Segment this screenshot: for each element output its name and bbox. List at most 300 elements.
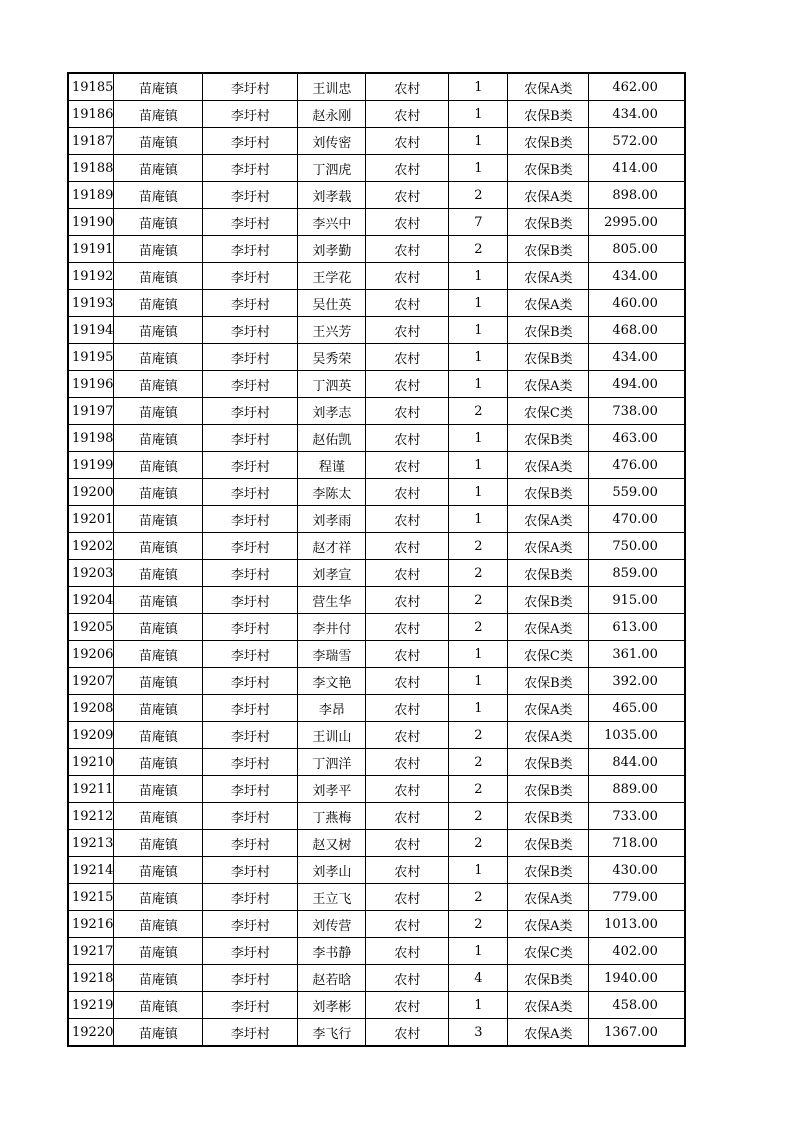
- amount-cell: 2995.00: [589, 209, 685, 236]
- name-cell: 刘孝山: [298, 857, 366, 884]
- area-type-cell: 农村: [366, 128, 449, 155]
- area-type-cell: 农村: [366, 857, 449, 884]
- village-cell: 李圩村: [203, 614, 298, 641]
- table-row: [68, 1019, 685, 1047]
- household-count-cell: 2: [449, 776, 508, 803]
- insurance-class-cell: 农保A类: [508, 182, 589, 209]
- name-cell: 王兴芳: [298, 317, 366, 344]
- amount-cell: 859.00: [589, 560, 685, 587]
- table-row: [68, 695, 685, 722]
- table-row: [68, 506, 685, 533]
- amount-cell: 462.00: [589, 73, 685, 101]
- household-count-cell: 1: [449, 857, 508, 884]
- table-row: [68, 776, 685, 803]
- town-cell: 苗庵镇: [114, 911, 203, 938]
- insurance-class-cell: 农保A类: [508, 992, 589, 1019]
- household-count-cell: 4: [449, 965, 508, 992]
- town-cell: 苗庵镇: [114, 452, 203, 479]
- town-cell: 苗庵镇: [114, 398, 203, 425]
- name-cell: 丁泗虎: [298, 155, 366, 182]
- town-cell: 苗庵镇: [114, 776, 203, 803]
- household-count-cell: 1: [449, 938, 508, 965]
- insurance-class-cell: 农保B类: [508, 425, 589, 452]
- household-count-cell: 1: [449, 425, 508, 452]
- household-count-cell: 1: [449, 452, 508, 479]
- amount-cell: 458.00: [589, 992, 685, 1019]
- village-cell: 李圩村: [203, 452, 298, 479]
- record-id-cell: 19186: [68, 101, 114, 128]
- record-id-cell: 19195: [68, 344, 114, 371]
- name-cell: 刘孝彬: [298, 992, 366, 1019]
- area-type-cell: 农村: [366, 884, 449, 911]
- household-count-cell: 2: [449, 722, 508, 749]
- village-cell: 李圩村: [203, 641, 298, 668]
- village-cell: 李圩村: [203, 209, 298, 236]
- table-row: [68, 101, 685, 128]
- table-row: [68, 73, 685, 101]
- table-row: [68, 938, 685, 965]
- area-type-cell: 农村: [366, 614, 449, 641]
- name-cell: 王立飞: [298, 884, 366, 911]
- village-cell: 李圩村: [203, 101, 298, 128]
- town-cell: 苗庵镇: [114, 317, 203, 344]
- amount-cell: 1940.00: [589, 965, 685, 992]
- household-count-cell: 2: [449, 749, 508, 776]
- household-count-cell: 1: [449, 263, 508, 290]
- record-id-cell: 19216: [68, 911, 114, 938]
- table-row: [68, 209, 685, 236]
- village-cell: 李圩村: [203, 263, 298, 290]
- area-type-cell: 农村: [366, 398, 449, 425]
- name-cell: 营生华: [298, 587, 366, 614]
- area-type-cell: 农村: [366, 938, 449, 965]
- name-cell: 李飞行: [298, 1019, 366, 1047]
- area-type-cell: 农村: [366, 722, 449, 749]
- table-row: [68, 992, 685, 1019]
- household-count-cell: 2: [449, 911, 508, 938]
- village-cell: 李圩村: [203, 290, 298, 317]
- town-cell: 苗庵镇: [114, 560, 203, 587]
- village-cell: 李圩村: [203, 776, 298, 803]
- name-cell: 王学花: [298, 263, 366, 290]
- record-id-cell: 19211: [68, 776, 114, 803]
- village-cell: 李圩村: [203, 1019, 298, 1047]
- amount-cell: 470.00: [589, 506, 685, 533]
- area-type-cell: 农村: [366, 668, 449, 695]
- record-id-cell: 19185: [68, 73, 114, 101]
- area-type-cell: 农村: [366, 236, 449, 263]
- household-count-cell: 1: [449, 344, 508, 371]
- household-count-cell: 1: [449, 506, 508, 533]
- household-count-cell: 2: [449, 560, 508, 587]
- town-cell: 苗庵镇: [114, 722, 203, 749]
- area-type-cell: 农村: [366, 830, 449, 857]
- household-count-cell: 7: [449, 209, 508, 236]
- insurance-class-cell: 农保C类: [508, 641, 589, 668]
- village-cell: 李圩村: [203, 830, 298, 857]
- household-count-cell: 1: [449, 128, 508, 155]
- household-count-cell: 1: [449, 317, 508, 344]
- household-count-cell: 1: [449, 479, 508, 506]
- town-cell: 苗庵镇: [114, 479, 203, 506]
- area-type-cell: 农村: [366, 695, 449, 722]
- household-count-cell: 1: [449, 668, 508, 695]
- name-cell: 王训山: [298, 722, 366, 749]
- name-cell: 丁泗洋: [298, 749, 366, 776]
- name-cell: 李井付: [298, 614, 366, 641]
- village-cell: 李圩村: [203, 398, 298, 425]
- village-cell: 李圩村: [203, 668, 298, 695]
- household-count-cell: 2: [449, 803, 508, 830]
- amount-cell: 733.00: [589, 803, 685, 830]
- name-cell: 李书静: [298, 938, 366, 965]
- household-count-cell: 1: [449, 371, 508, 398]
- area-type-cell: 农村: [366, 911, 449, 938]
- town-cell: 苗庵镇: [114, 992, 203, 1019]
- amount-cell: 915.00: [589, 587, 685, 614]
- village-cell: 李圩村: [203, 992, 298, 1019]
- table-row: [68, 884, 685, 911]
- town-cell: 苗庵镇: [114, 938, 203, 965]
- area-type-cell: 农村: [366, 506, 449, 533]
- village-cell: 李圩村: [203, 695, 298, 722]
- town-cell: 苗庵镇: [114, 884, 203, 911]
- name-cell: 李文艳: [298, 668, 366, 695]
- village-cell: 李圩村: [203, 803, 298, 830]
- name-cell: 刘孝宣: [298, 560, 366, 587]
- village-cell: 李圩村: [203, 182, 298, 209]
- amount-cell: 414.00: [589, 155, 685, 182]
- area-type-cell: 农村: [366, 263, 449, 290]
- record-id-cell: 19203: [68, 560, 114, 587]
- name-cell: 吴秀荣: [298, 344, 366, 371]
- amount-cell: 434.00: [589, 344, 685, 371]
- amount-cell: 718.00: [589, 830, 685, 857]
- household-count-cell: 2: [449, 398, 508, 425]
- town-cell: 苗庵镇: [114, 182, 203, 209]
- area-type-cell: 农村: [366, 317, 449, 344]
- village-cell: 李圩村: [203, 722, 298, 749]
- insurance-class-cell: 农保B类: [508, 668, 589, 695]
- name-cell: 李兴中: [298, 209, 366, 236]
- amount-cell: 1035.00: [589, 722, 685, 749]
- record-id-cell: 19210: [68, 749, 114, 776]
- record-id-cell: 19198: [68, 425, 114, 452]
- record-id-cell: 19187: [68, 128, 114, 155]
- town-cell: 苗庵镇: [114, 614, 203, 641]
- amount-cell: 463.00: [589, 425, 685, 452]
- name-cell: 赵才祥: [298, 533, 366, 560]
- record-id-cell: 19209: [68, 722, 114, 749]
- table-row: [68, 452, 685, 479]
- record-id-cell: 19206: [68, 641, 114, 668]
- table-row: [68, 371, 685, 398]
- record-id-cell: 19200: [68, 479, 114, 506]
- insurance-class-cell: 农保B类: [508, 965, 589, 992]
- record-id-cell: 19201: [68, 506, 114, 533]
- record-id-cell: 19217: [68, 938, 114, 965]
- name-cell: 李瑞雪: [298, 641, 366, 668]
- area-type-cell: 农村: [366, 452, 449, 479]
- village-cell: 李圩村: [203, 236, 298, 263]
- town-cell: 苗庵镇: [114, 128, 203, 155]
- record-id-cell: 19199: [68, 452, 114, 479]
- insurance-class-cell: 农保A类: [508, 452, 589, 479]
- area-type-cell: 农村: [366, 209, 449, 236]
- insurance-class-cell: 农保B类: [508, 344, 589, 371]
- area-type-cell: 农村: [366, 73, 449, 101]
- insurance-class-cell: 农保B类: [508, 749, 589, 776]
- record-id-cell: 19215: [68, 884, 114, 911]
- household-count-cell: 1: [449, 155, 508, 182]
- record-id-cell: 19196: [68, 371, 114, 398]
- insurance-class-cell: 农保C类: [508, 398, 589, 425]
- village-cell: 李圩村: [203, 749, 298, 776]
- table-row: [68, 182, 685, 209]
- record-id-cell: 19218: [68, 965, 114, 992]
- town-cell: 苗庵镇: [114, 73, 203, 101]
- name-cell: 赵若晗: [298, 965, 366, 992]
- table-row: [68, 128, 685, 155]
- record-id-cell: 19213: [68, 830, 114, 857]
- household-count-cell: 1: [449, 101, 508, 128]
- town-cell: 苗庵镇: [114, 587, 203, 614]
- name-cell: 刘孝勤: [298, 236, 366, 263]
- area-type-cell: 农村: [366, 641, 449, 668]
- amount-cell: 844.00: [589, 749, 685, 776]
- name-cell: 丁燕梅: [298, 803, 366, 830]
- record-id-cell: 19189: [68, 182, 114, 209]
- town-cell: 苗庵镇: [114, 695, 203, 722]
- insurance-class-cell: 农保A类: [508, 263, 589, 290]
- record-id-cell: 19212: [68, 803, 114, 830]
- town-cell: 苗庵镇: [114, 965, 203, 992]
- village-cell: 李圩村: [203, 371, 298, 398]
- amount-cell: 434.00: [589, 263, 685, 290]
- table-row: [68, 155, 685, 182]
- record-id-cell: 19191: [68, 236, 114, 263]
- insurance-class-cell: 农保B类: [508, 587, 589, 614]
- area-type-cell: 农村: [366, 344, 449, 371]
- town-cell: 苗庵镇: [114, 290, 203, 317]
- village-cell: 李圩村: [203, 425, 298, 452]
- village-cell: 李圩村: [203, 128, 298, 155]
- table-row: [68, 803, 685, 830]
- table-row: [68, 587, 685, 614]
- town-cell: 苗庵镇: [114, 533, 203, 560]
- insurance-class-cell: 农保B类: [508, 776, 589, 803]
- name-cell: 吴仕英: [298, 290, 366, 317]
- area-type-cell: 农村: [366, 749, 449, 776]
- area-type-cell: 农村: [366, 560, 449, 587]
- insurance-class-cell: 农保A类: [508, 1019, 589, 1047]
- town-cell: 苗庵镇: [114, 668, 203, 695]
- town-cell: 苗庵镇: [114, 506, 203, 533]
- insurance-class-cell: 农保B类: [508, 479, 589, 506]
- table-body: [68, 73, 685, 1046]
- household-count-cell: 3: [449, 1019, 508, 1047]
- area-type-cell: 农村: [366, 587, 449, 614]
- household-count-cell: 1: [449, 73, 508, 101]
- table-row: [68, 668, 685, 695]
- household-count-cell: 2: [449, 884, 508, 911]
- record-id-cell: 19205: [68, 614, 114, 641]
- table-row: [68, 857, 685, 884]
- table-row: [68, 614, 685, 641]
- record-id-cell: 19204: [68, 587, 114, 614]
- table-row: [68, 560, 685, 587]
- amount-cell: 1013.00: [589, 911, 685, 938]
- amount-cell: 750.00: [589, 533, 685, 560]
- insurance-class-cell: 农保A类: [508, 884, 589, 911]
- area-type-cell: 农村: [366, 992, 449, 1019]
- village-cell: 李圩村: [203, 73, 298, 101]
- household-count-cell: 1: [449, 290, 508, 317]
- amount-cell: 613.00: [589, 614, 685, 641]
- household-count-cell: 2: [449, 587, 508, 614]
- area-type-cell: 农村: [366, 155, 449, 182]
- amount-cell: 889.00: [589, 776, 685, 803]
- household-count-cell: 2: [449, 182, 508, 209]
- household-count-cell: 2: [449, 236, 508, 263]
- name-cell: 赵永刚: [298, 101, 366, 128]
- insurance-class-cell: 农保C类: [508, 938, 589, 965]
- village-cell: 李圩村: [203, 884, 298, 911]
- village-cell: 李圩村: [203, 155, 298, 182]
- amount-cell: 494.00: [589, 371, 685, 398]
- amount-cell: 898.00: [589, 182, 685, 209]
- insurance-class-cell: 农保A类: [508, 506, 589, 533]
- household-count-cell: 1: [449, 992, 508, 1019]
- insurance-class-cell: 农保B类: [508, 560, 589, 587]
- amount-cell: 392.00: [589, 668, 685, 695]
- record-id-cell: 19197: [68, 398, 114, 425]
- table-row: [68, 344, 685, 371]
- amount-cell: 476.00: [589, 452, 685, 479]
- village-cell: 李圩村: [203, 317, 298, 344]
- town-cell: 苗庵镇: [114, 263, 203, 290]
- town-cell: 苗庵镇: [114, 425, 203, 452]
- amount-cell: 468.00: [589, 317, 685, 344]
- town-cell: 苗庵镇: [114, 857, 203, 884]
- table-row: [68, 398, 685, 425]
- insurance-class-cell: 农保B类: [508, 128, 589, 155]
- area-type-cell: 农村: [366, 371, 449, 398]
- record-id-cell: 19190: [68, 209, 114, 236]
- amount-cell: 1367.00: [589, 1019, 685, 1047]
- household-count-cell: 1: [449, 695, 508, 722]
- area-type-cell: 农村: [366, 1019, 449, 1047]
- town-cell: 苗庵镇: [114, 101, 203, 128]
- household-count-cell: 2: [449, 533, 508, 560]
- table-row: [68, 965, 685, 992]
- amount-cell: 361.00: [589, 641, 685, 668]
- insurance-class-cell: 农保B类: [508, 209, 589, 236]
- table-row: [68, 722, 685, 749]
- amount-cell: 460.00: [589, 290, 685, 317]
- village-cell: 李圩村: [203, 911, 298, 938]
- insurance-class-cell: 农保B类: [508, 155, 589, 182]
- table-row: [68, 236, 685, 263]
- insurance-class-cell: 农保A类: [508, 911, 589, 938]
- insurance-class-cell: 农保B类: [508, 317, 589, 344]
- village-cell: 李圩村: [203, 965, 298, 992]
- table-row: [68, 911, 685, 938]
- name-cell: 李陈太: [298, 479, 366, 506]
- insurance-class-cell: 农保A类: [508, 722, 589, 749]
- name-cell: 刘传密: [298, 128, 366, 155]
- town-cell: 苗庵镇: [114, 749, 203, 776]
- insurance-class-cell: 农保B类: [508, 803, 589, 830]
- village-cell: 李圩村: [203, 857, 298, 884]
- village-cell: 李圩村: [203, 344, 298, 371]
- village-cell: 李圩村: [203, 479, 298, 506]
- town-cell: 苗庵镇: [114, 155, 203, 182]
- table-row: [68, 830, 685, 857]
- record-id-cell: 19193: [68, 290, 114, 317]
- table-row: [68, 641, 685, 668]
- town-cell: 苗庵镇: [114, 344, 203, 371]
- record-id-cell: 19208: [68, 695, 114, 722]
- name-cell: 刘孝志: [298, 398, 366, 425]
- town-cell: 苗庵镇: [114, 209, 203, 236]
- insurance-class-cell: 农保A类: [508, 371, 589, 398]
- name-cell: 王训忠: [298, 73, 366, 101]
- record-id-cell: 19194: [68, 317, 114, 344]
- insurance-class-cell: 农保B类: [508, 857, 589, 884]
- insurance-class-cell: 农保B类: [508, 236, 589, 263]
- insurance-class-cell: 农保B类: [508, 830, 589, 857]
- area-type-cell: 农村: [366, 425, 449, 452]
- record-id-cell: 19214: [68, 857, 114, 884]
- record-id-cell: 19207: [68, 668, 114, 695]
- village-cell: 李圩村: [203, 587, 298, 614]
- table-row: [68, 263, 685, 290]
- village-cell: 李圩村: [203, 533, 298, 560]
- table-row: [68, 533, 685, 560]
- insurance-class-cell: 农保A类: [508, 533, 589, 560]
- village-cell: 李圩村: [203, 560, 298, 587]
- amount-cell: 779.00: [589, 884, 685, 911]
- table-row: [68, 290, 685, 317]
- town-cell: 苗庵镇: [114, 830, 203, 857]
- area-type-cell: 农村: [366, 182, 449, 209]
- insurance-class-cell: 农保A类: [508, 614, 589, 641]
- town-cell: 苗庵镇: [114, 803, 203, 830]
- record-id-cell: 19220: [68, 1019, 114, 1047]
- name-cell: 丁泗英: [298, 371, 366, 398]
- data-table: [67, 72, 686, 1047]
- amount-cell: 430.00: [589, 857, 685, 884]
- record-id-cell: 19192: [68, 263, 114, 290]
- insurance-class-cell: 农保A类: [508, 695, 589, 722]
- village-cell: 李圩村: [203, 938, 298, 965]
- amount-cell: 559.00: [589, 479, 685, 506]
- household-count-cell: 2: [449, 614, 508, 641]
- area-type-cell: 农村: [366, 479, 449, 506]
- record-id-cell: 19188: [68, 155, 114, 182]
- table-row: [68, 749, 685, 776]
- name-cell: 刘传营: [298, 911, 366, 938]
- record-id-cell: 19202: [68, 533, 114, 560]
- insurance-class-cell: 农保A类: [508, 290, 589, 317]
- name-cell: 赵又树: [298, 830, 366, 857]
- town-cell: 苗庵镇: [114, 236, 203, 263]
- village-cell: 李圩村: [203, 506, 298, 533]
- name-cell: 刘孝载: [298, 182, 366, 209]
- table-row: [68, 317, 685, 344]
- name-cell: 赵佑凯: [298, 425, 366, 452]
